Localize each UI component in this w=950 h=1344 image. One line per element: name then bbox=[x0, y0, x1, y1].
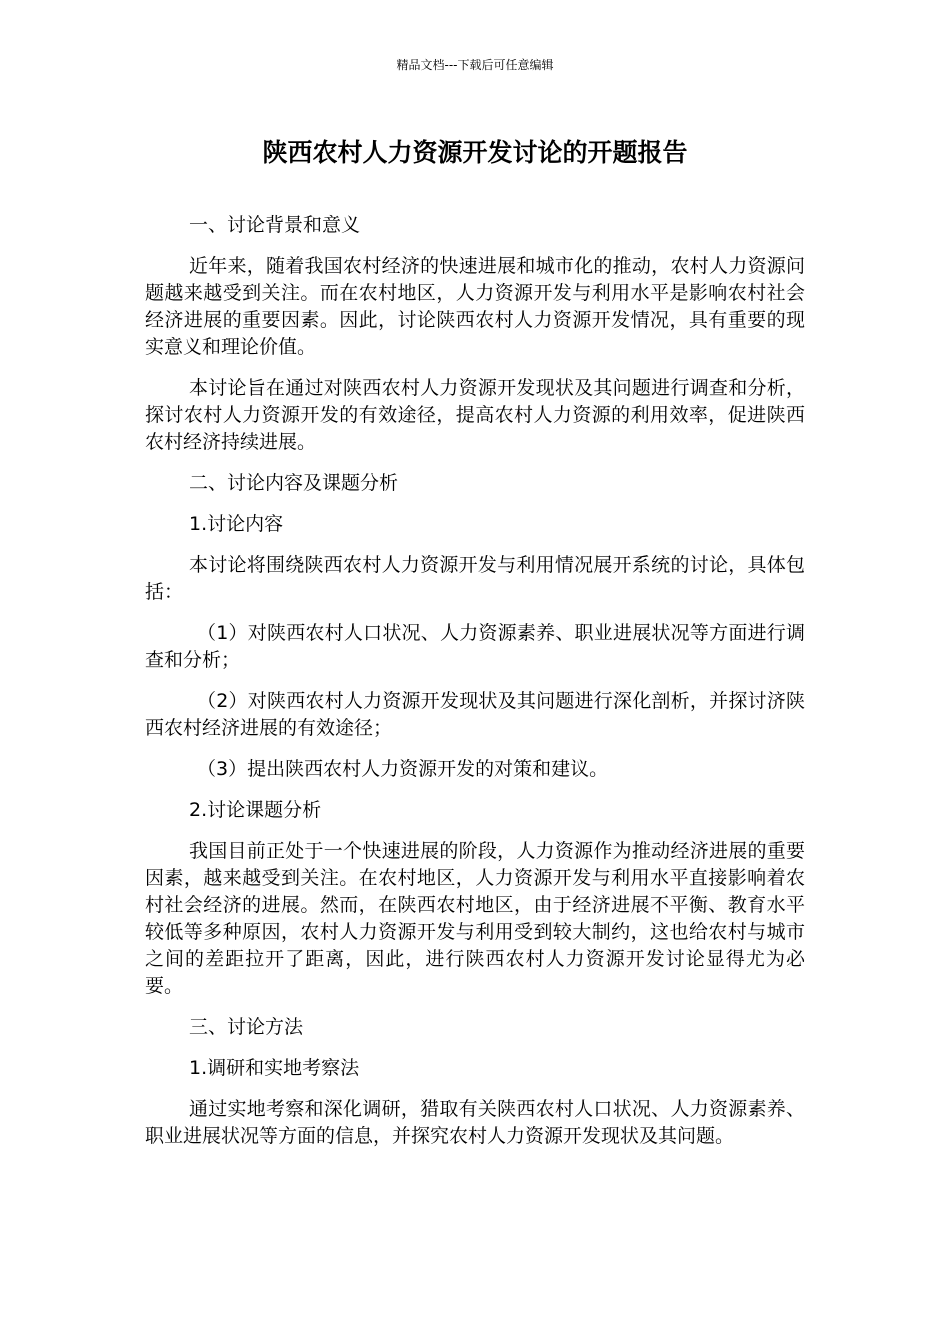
subheading-content: 1.讨论内容 bbox=[189, 513, 284, 535]
paragraph-background-2: 本讨论旨在通过对陕西农村人力资源开发现状及其问题进行调查和分析，探讨农村人力资源开发的有效途径，提高农村人力资源的利用效率，促进陕西农村经济持续进展。 bbox=[145, 377, 805, 453]
list-item-2: （2）对陕西农村人力资源开发现状及其问题进行深化剖析，并探讨济陕西农村经济进展的有效途径； bbox=[145, 690, 805, 739]
section-heading-content: 二、讨论内容及课题分析 bbox=[189, 472, 399, 494]
header-note: 精品文档---下载后可任意编辑 bbox=[396, 58, 554, 72]
document-title: 陕西农村人力资源开发讨论的开题报告 bbox=[262, 138, 688, 167]
paragraph-analysis: 我国目前正处于一个快速进展的阶段，人力资源作为推动经济进展的重要因素，越来越受到关注。在农村地区，人力资源开发与利用水平直接影响着农村社会经济的进展。然而，在陕西农村地区，由于经济进展不平衡、教育水平较低等多种原因，农村人力资源开发与利用受到较大制约，这也给农村与城市之间的差距拉开了距离，因此，进行陕西农村人力资源开发讨论显得尤为必要。 bbox=[145, 840, 805, 997]
list-item-1: （1）对陕西农村人口状况、人力资源素养、职业进展状况等方面进行调查和分析； bbox=[145, 622, 805, 671]
subheading-methods-survey: 1.调研和实地考察法 bbox=[189, 1057, 360, 1079]
paragraph-methods-survey: 通过实地考察和深化调研，猎取有关陕西农村人口状况、人力资源素养、职业进展状况等方面的信息，并探究农村人力资源开发现状及其问题。 bbox=[145, 1098, 805, 1147]
document-body bbox=[145, 212, 805, 1164]
section-heading-methods: 三、讨论方法 bbox=[189, 1016, 304, 1038]
paragraph-content-intro: 本讨论将围绕陕西农村人力资源开发与利用情况展开系统的讨论，具体包括： bbox=[145, 554, 805, 603]
paragraph-background-1: 近年来，随着我国农村经济的快速进展和城市化的推动，农村人力资源问题越来越受到关注。而在农村地区，人力资源开发与利用水平是影响农村社会经济进展的重要因素。因此，讨论陕西农村人力资源开发情况，具有重要的现实意义和理论价值。 bbox=[145, 255, 805, 358]
section-heading-background: 一、讨论背景和意义 bbox=[189, 214, 361, 236]
subheading-analysis: 2.讨论课题分析 bbox=[189, 799, 322, 821]
list-item-3: （3）提出陕西农村人力资源开发的对策和建议。 bbox=[197, 758, 609, 780]
